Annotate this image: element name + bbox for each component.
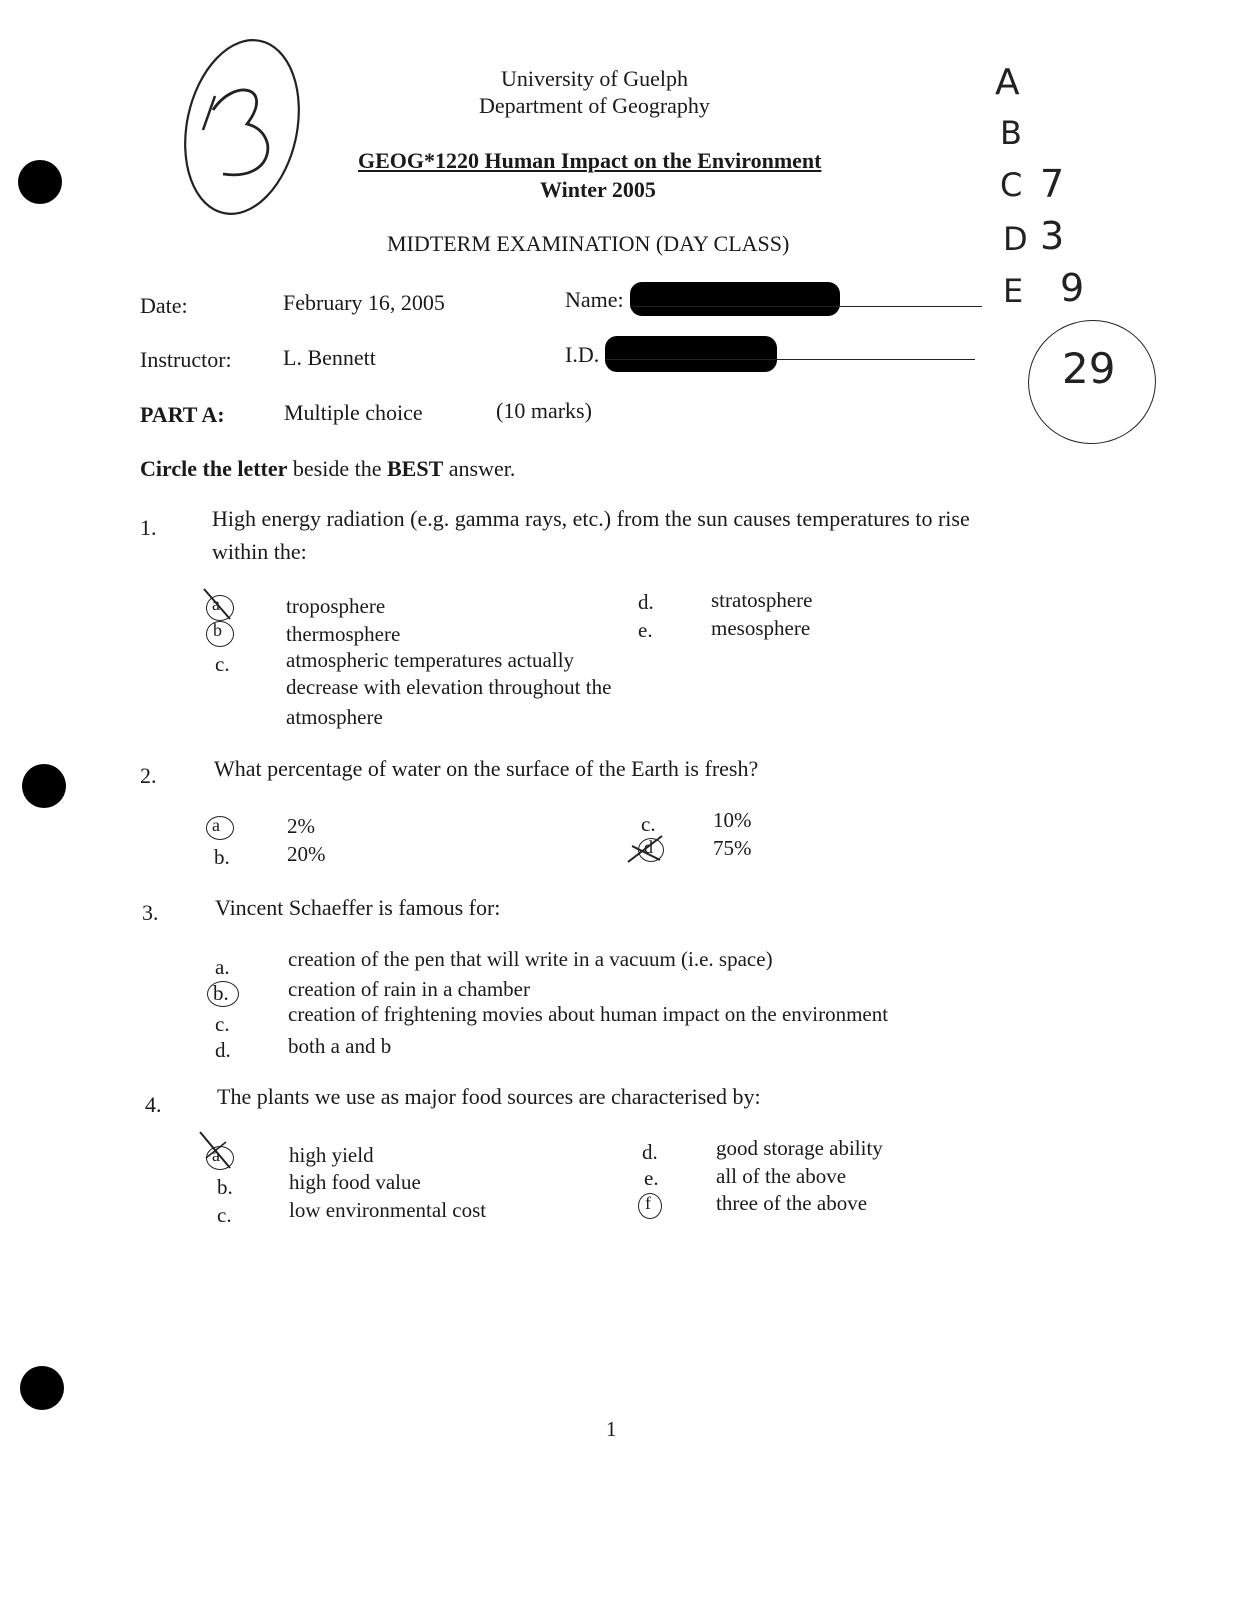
instructions-bold-2: BEST: [387, 456, 444, 481]
university-name: University of Guelph: [501, 66, 688, 91]
instructor-value: L. Bennett: [283, 345, 376, 370]
hole-punch-bottom: [20, 1366, 64, 1410]
q4-option-b-letter[interactable]: b.: [217, 1175, 233, 1199]
q1-text-line2: within the:: [212, 539, 307, 564]
q1-option-c-text-line3: atmosphere: [286, 705, 383, 729]
name-label: Name:: [565, 287, 624, 312]
q4-text: The plants we use as major food sources are characterised by:: [217, 1084, 761, 1109]
q2-option-a-text: 2%: [287, 814, 315, 838]
tally-count-e: 9: [1060, 266, 1085, 310]
page-number: 1: [606, 1417, 617, 1441]
q4-option-e-text: all of the above: [716, 1164, 847, 1188]
q3-option-d-letter[interactable]: d.: [215, 1038, 231, 1062]
q1-option-c-text-line1: atmospheric temperatures actually: [286, 648, 575, 672]
q4-cross-mark: [196, 1128, 240, 1172]
q1-option-c-text-line2: decrease with elevation throughout the: [286, 675, 612, 699]
q1-option-b-letter[interactable]: b: [213, 620, 222, 640]
q3-option-b-text: creation of rain in a chamber: [288, 977, 530, 1001]
q2-number: 2.: [140, 763, 157, 788]
q3-option-a-letter[interactable]: a.: [215, 955, 230, 979]
date-label: Date:: [140, 293, 188, 318]
q1-option-d-text: stratosphere: [711, 588, 813, 612]
q3-option-c-letter[interactable]: c.: [215, 1012, 230, 1036]
q2-option-d-text: 75%: [713, 836, 752, 860]
q4-option-b-text: high food value: [289, 1170, 421, 1194]
tally-letter-c: C: [1000, 166, 1023, 204]
tally-letter-a: A: [995, 62, 1020, 103]
q2-cross-mark: [624, 832, 668, 866]
date-value: February 16, 2005: [283, 290, 445, 315]
q2-option-d-letter[interactable]: d: [644, 837, 653, 857]
exam-title: MIDTERM EXAMINATION (DAY CLASS): [387, 231, 790, 256]
id-line: [605, 359, 975, 360]
name-line: [630, 306, 982, 307]
q3-option-b-letter[interactable]: b.: [213, 981, 229, 1005]
q1-option-c-letter[interactable]: c.: [215, 652, 230, 676]
q3-option-c-text: creation of frightening movies about human impact on the environment: [288, 1002, 889, 1026]
name-redaction: [630, 282, 840, 316]
q1-option-e-text: mesosphere: [711, 616, 811, 640]
q1-number: 1.: [140, 515, 157, 540]
department-name: Department of Geography: [479, 93, 710, 118]
q4-option-f-letter[interactable]: f: [645, 1193, 651, 1213]
q1-text-line1: High energy radiation (e.g. gamma rays, etc.) from the sun causes temperatures to rise: [212, 506, 970, 531]
part-label: PART A:: [140, 402, 225, 427]
tally-letter-b: B: [1000, 114, 1022, 152]
q3-option-d-text: both a and b: [288, 1034, 392, 1058]
instructions-end: answer.: [443, 456, 516, 481]
instructions-mid: beside the: [287, 456, 387, 481]
part-marks: (10 marks): [496, 398, 592, 423]
part-type: Multiple choice: [284, 400, 423, 425]
term: Winter 2005: [540, 177, 656, 202]
tally-count-d: 3: [1040, 214, 1065, 258]
id-redaction: [605, 336, 777, 372]
q1-option-b-text: thermosphere: [286, 622, 401, 646]
q1-option-a-letter[interactable]: a: [212, 594, 220, 614]
q4-option-d-letter[interactable]: d.: [642, 1140, 658, 1164]
q2-option-a-mark: [206, 816, 234, 840]
q1-cross-mark: [200, 585, 240, 625]
q2-option-b-text: 20%: [287, 842, 326, 866]
score-total: 29: [1062, 344, 1116, 393]
id-label: I.D.: [565, 342, 600, 367]
instructions-bold-1: Circle the letter: [140, 456, 288, 481]
tally-letter-d: D: [1003, 220, 1028, 258]
q1-option-d-letter[interactable]: d.: [638, 590, 654, 614]
q3-option-a-text: creation of the pen that will write in a vacuum (i.e. space): [288, 947, 773, 971]
tally-count-c: 7: [1040, 162, 1065, 206]
q4-option-d-text: good storage ability: [716, 1136, 883, 1160]
q2-option-c-text: 10%: [713, 808, 752, 832]
q4-number: 4.: [145, 1092, 162, 1117]
version-mark-circle: [175, 32, 310, 222]
hole-punch-middle: [22, 764, 66, 808]
q2-option-a-letter[interactable]: a: [212, 815, 220, 835]
q4-option-e-letter[interactable]: e.: [644, 1166, 659, 1190]
q3-text: Vincent Schaeffer is famous for:: [215, 895, 501, 920]
instructions: [140, 456, 515, 482]
q4-option-a-text: high yield: [289, 1143, 374, 1167]
q2-text: What percentage of water on the surface of the Earth is fresh?: [214, 756, 759, 781]
tally-letter-e: E: [1003, 272, 1024, 310]
course-title: GEOG*1220 Human Impact on the Environment: [358, 148, 822, 173]
q2-option-b-letter[interactable]: b.: [214, 845, 230, 869]
q4-option-c-letter[interactable]: c.: [217, 1203, 232, 1227]
q4-option-a-letter[interactable]: a: [212, 1145, 220, 1165]
q1-option-e-letter[interactable]: e.: [638, 618, 653, 642]
hole-punch-top: [18, 160, 62, 204]
instructor-label: Instructor:: [140, 347, 232, 372]
q1-option-a-text: troposphere: [286, 594, 386, 618]
q4-option-f-text: three of the above: [716, 1191, 868, 1215]
q3-number: 3.: [142, 900, 159, 925]
q4-option-c-text: low environmental cost: [289, 1198, 487, 1222]
q2-option-c-letter[interactable]: c.: [641, 812, 656, 836]
